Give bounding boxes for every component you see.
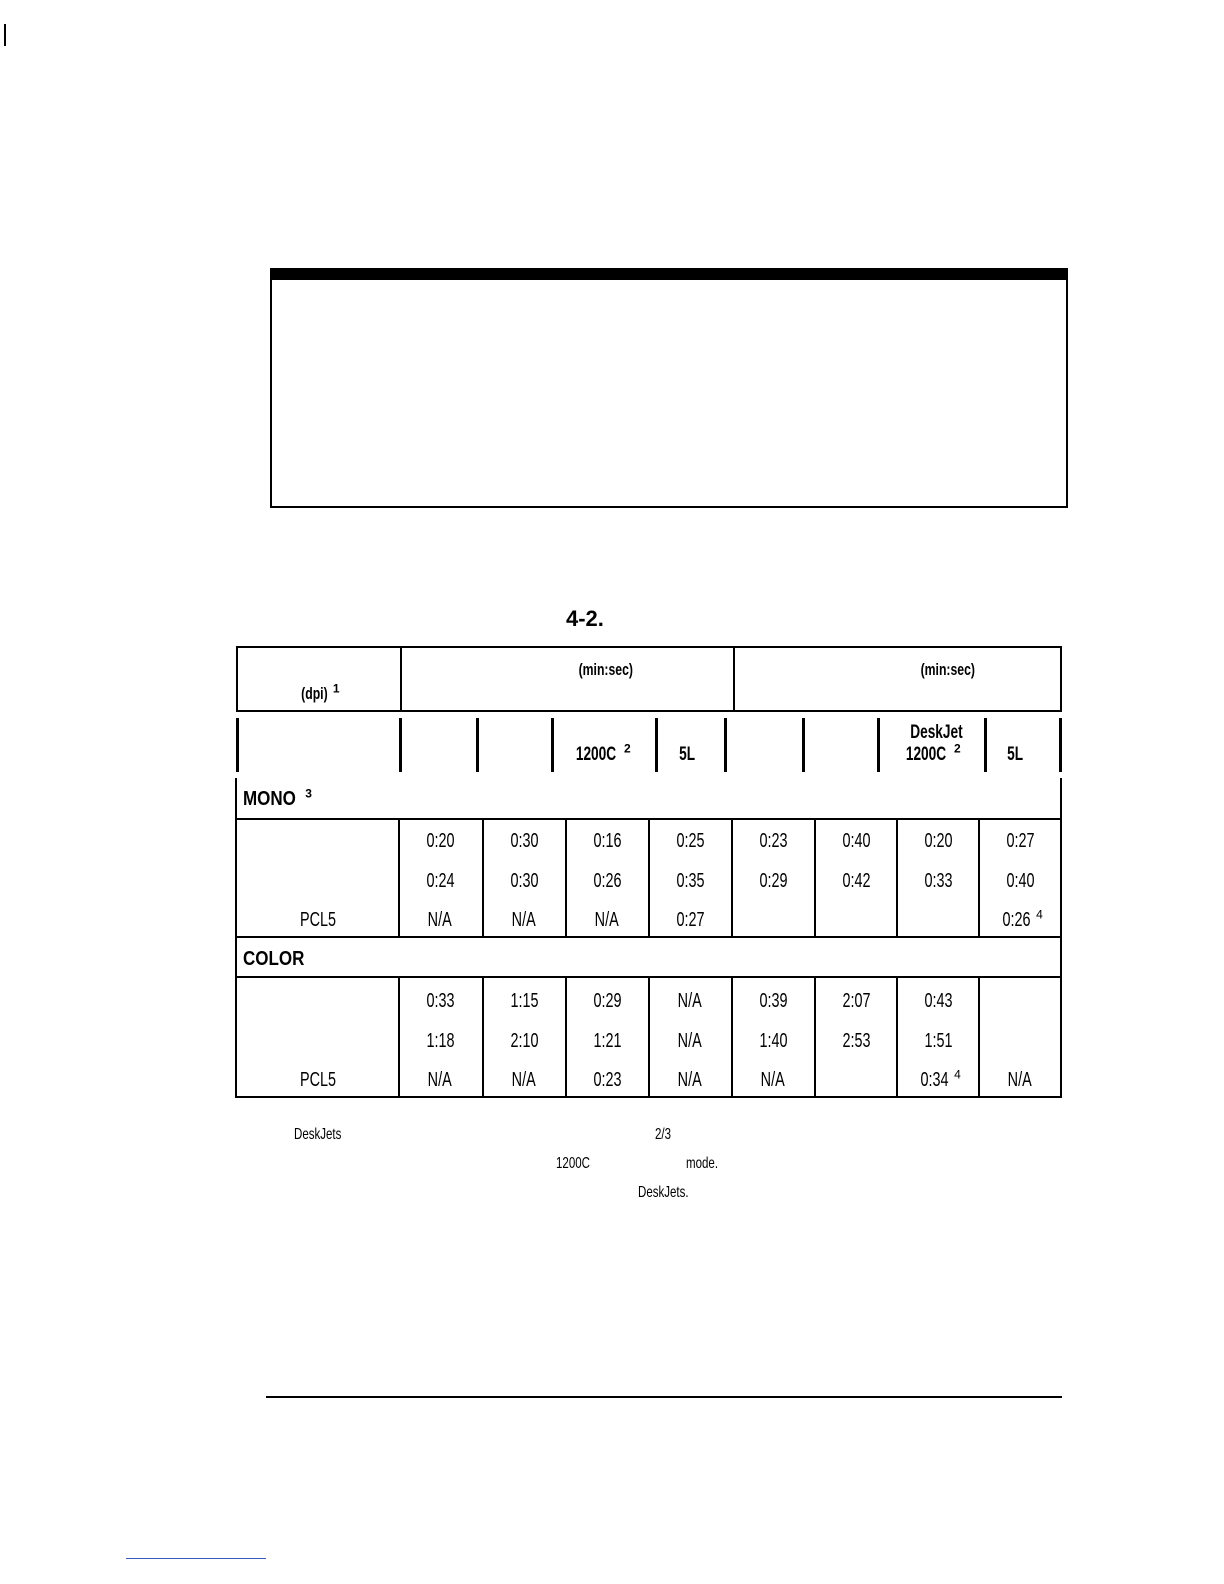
table-cell: 0:35 <box>675 870 705 892</box>
table-cell <box>980 990 1060 1013</box>
table-cell: N/A <box>427 909 453 931</box>
table-cell: 0:27 <box>1005 830 1035 852</box>
header-group1-unit: (min:sec) <box>578 660 633 679</box>
header-cell-group2 <box>733 646 1062 712</box>
row-label-pcl5: PCL5 <box>300 909 337 931</box>
table-cell <box>816 1069 896 1092</box>
table-cell: 0:33 <box>923 870 953 892</box>
page-edge-mark <box>4 24 6 46</box>
header-divider <box>236 718 239 772</box>
table-cell: 0:29 <box>592 990 622 1012</box>
grid-border-left <box>235 778 237 1098</box>
table-cell: N/A <box>677 1069 703 1091</box>
footnote-text: DeskJets. <box>638 1184 689 1201</box>
header-divider <box>551 718 554 772</box>
table-cell: 0:43 <box>923 990 953 1012</box>
header-g2-col4: 5L <box>1007 744 1024 765</box>
table-cell: N/A <box>760 1069 786 1091</box>
table-cell <box>980 1030 1060 1053</box>
table-cell: N/A <box>677 990 703 1012</box>
header-divider <box>476 718 479 772</box>
table-cell: N/A <box>427 1069 453 1091</box>
row-label-pcl5: PCL5 <box>300 1069 337 1091</box>
table-cell: 1:21 <box>592 1030 622 1052</box>
table-cell: 0:42 <box>841 870 871 892</box>
header-divider <box>877 718 880 772</box>
table-cell: 1:51 <box>923 1030 953 1052</box>
header-group2-unit: (min:sec) <box>920 660 975 679</box>
table-cell: N/A <box>511 909 537 931</box>
header-dpi-label: (dpi) $^1$ <box>301 681 340 703</box>
table-cell <box>816 909 896 932</box>
table-cell: 0:16 <box>592 830 622 852</box>
header-g1-col4: 5L <box>679 744 696 765</box>
table-cell: 1:15 <box>509 990 539 1012</box>
table-cell: N/A <box>511 1069 537 1091</box>
table-cell: 0:39 <box>758 990 788 1012</box>
table-cell: N/A <box>594 909 620 931</box>
footer-link-underline <box>126 1558 266 1559</box>
header-divider <box>802 718 805 772</box>
footnote-text: 2/3 <box>655 1126 672 1143</box>
footnote-text: mode. <box>686 1155 719 1172</box>
table-cell: 0:27 <box>675 909 705 931</box>
table-cell: 0:30 <box>509 830 539 852</box>
header-divider <box>655 718 658 772</box>
frame-box-top-rule <box>270 268 1068 280</box>
table-cell <box>733 909 813 932</box>
table-cell: 0:33 <box>425 990 455 1012</box>
table-cell: 0:29 <box>758 870 788 892</box>
table-cell <box>898 909 978 932</box>
header-divider <box>724 718 727 772</box>
table-cell: 0:25 <box>675 830 705 852</box>
table-cell: 0:23 <box>592 1069 622 1091</box>
table-cell: N/A <box>677 1030 703 1052</box>
header-g2-col3-line2: 1200C $^2$ <box>905 741 961 765</box>
table-cell: 1:40 <box>758 1030 788 1052</box>
header-divider <box>399 718 402 772</box>
header-g2-col3-line1: DeskJet <box>910 722 963 743</box>
table-cell: 0:26 <box>592 870 622 892</box>
grid-border-right <box>1060 778 1062 1098</box>
table-cell: 1:18 <box>425 1030 455 1052</box>
table-caption: 4-2. <box>566 606 604 631</box>
table-cell: 0:34 $^4$ <box>920 1067 961 1091</box>
section-title-color: COLOR <box>243 948 305 970</box>
header-divider <box>1059 718 1062 772</box>
table-cell: 0:20 <box>923 830 953 852</box>
table-cell: 2:07 <box>841 990 871 1012</box>
table-cell: 0:40 <box>1005 870 1035 892</box>
header-divider <box>984 718 987 772</box>
header-g1-col3: 1200C $^2$ <box>575 741 631 765</box>
table-cell: 0:20 <box>425 830 455 852</box>
table-cell: 2:53 <box>841 1030 871 1052</box>
table-cell: 0:30 <box>509 870 539 892</box>
footnote-text: 1200C <box>556 1155 590 1172</box>
table-cell: 0:26 $^4$ <box>1002 907 1043 931</box>
page-bottom-rule <box>266 1396 1062 1398</box>
table-cell: 0:24 <box>425 870 455 892</box>
table-cell: N/A <box>1007 1069 1033 1091</box>
table-cell: 0:23 <box>758 830 788 852</box>
empty-frame-box <box>270 268 1068 508</box>
table-cell: 2:10 <box>509 1030 539 1052</box>
footnote-text: DeskJets <box>294 1126 342 1143</box>
section-title-mono: MONO $^3$ <box>243 786 312 810</box>
table-cell: 0:40 <box>841 830 871 852</box>
